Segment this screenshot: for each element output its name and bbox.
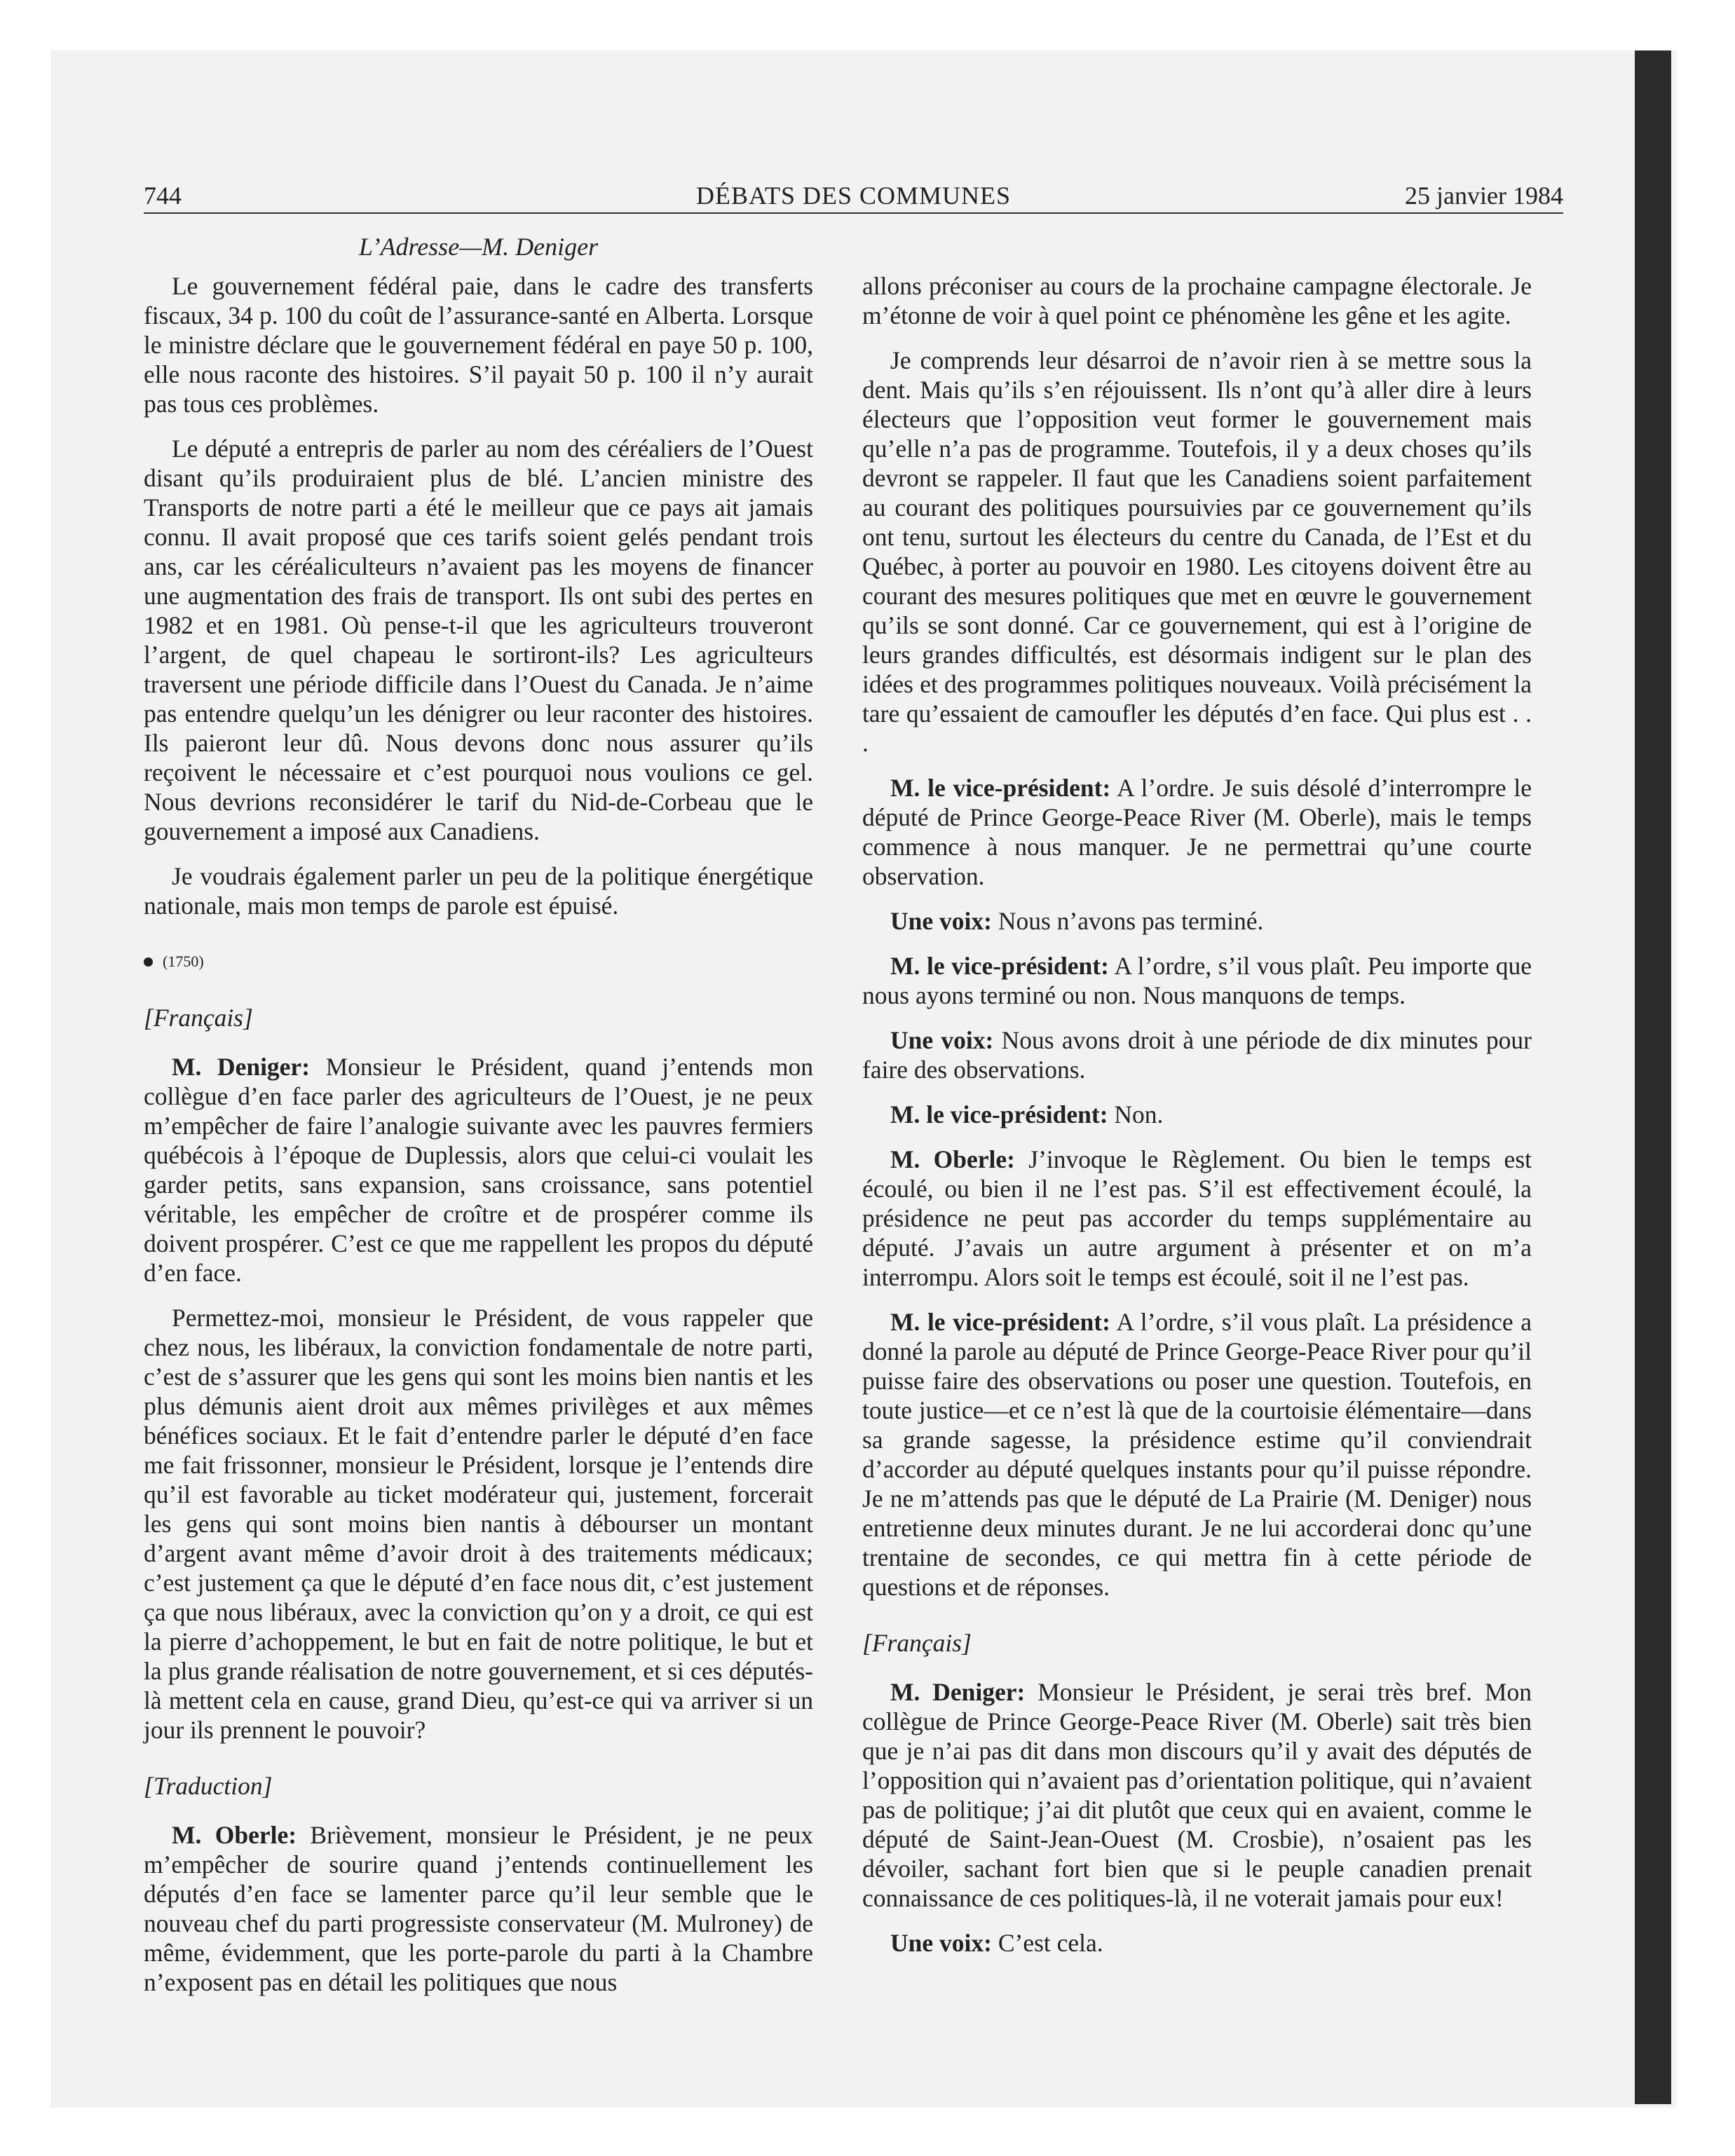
paragraph: Je comprends leur désarroi de n’avoir rien à se mettre sous la dent. Mais qu’ils s’en réjouissent. Ils n’ont qu’à aller dire à leurs électeurs que l’opposition veut former le gouvernement mais qu’elle n’a pas de programme. Toutefois, il y a deux choses qu’ils devront se rappeler. Il faut que les Canadiens soient parfaitement au courant des politiques poursuivies par ce gouvernement qu’ils ont tenu, surtout les électeurs du centre du Canada, de l’Est et du Québec, à porter au pouvoir en 1980. Les citoyens doivent être au courant des mesures politiques que met en œuvre le gouvernement qu’ils se sont donné. Car ce gouvernement, qui est à l’origine de leurs grandes difficultés, est désormais indigent sur le plan des idées et des programmes politiques nouveaux. Voilà précisément la tare qu’essaient de camoufler les députés d’en face. Qui plus est . . . [862,346,1532,757]
left-column [144,271,813,2012]
page-number: 744 [144,182,182,210]
speaker-name: M. le vice-président: [890,1308,1110,1336]
right-column [862,271,1532,1973]
speech-text: C’est cela. [991,1929,1103,1957]
scan-edge-bar [1635,50,1671,2104]
language-tag: [Français] [862,1629,972,1657]
speaker-name: M. Oberle: [172,1821,297,1849]
paragraph: allons préconiser au cours de la prochaine campagne électorale. Je m’étonne de voir à quel point ce phénomène les gêne et les agite. [862,272,1532,329]
speech-paragraph [862,906,1532,936]
page-header [144,179,1563,212]
publication-title: DÉBATS DES COMMUNES [695,182,1012,210]
language-tag: [Français] [144,1004,253,1032]
paragraph: Le député a entrepris de parler au nom des céréaliers de l’Ouest disant qu’ils produiraient plus de blé. L’ancien ministre des Transports de notre parti a été le meilleur que ce pays ait jamais connu. Il avait proposé que ces tarifs soient gelés pendant trois ans, car les céréaliculteurs n’avaient pas les moyens de financer une augmentation des frais de transport. Ils ont subi des pertes en 1982 et en 1981. Où pense-t-il que les agriculteurs trouveront l’argent, de quel chapeau le sortiront-ils? Les agriculteurs traversent une période difficile dans l’Ouest du Canada. Je n’aime pas entendre quelqu’un les dénigrer ou leur raconter des histoires. Ils paieront leur dû. Nous devons donc nous assurer qu’ils reçoivent le nécessaire et c’est pourquoi nous voulions ce gel. Nous devrions reconsidérer le tarif du Nid-de-Corbeau que le gouvernement a imposé aux Canadiens. [144,435,813,845]
speech-text: Monsieur le Président, quand j’entends mon collègue d’en face parler des agriculteurs de l’Ouest, je ne peux m’empêcher de faire l’analogie suivante avec les pauvres fermiers québécois à l’époque de Duplessis, alors que celui-ci voulait les garder petits, sans expansion, sans croissance, sans potentiel véritable, les empêcher de croître et de prospérer comme ils doivent prospérer. C’est ce que me rappellent les propos du député d’en face. [144,1053,814,1287]
speech-paragraph [862,1677,1532,1913]
speech-text: A l’ordre, s’il vous plaît. Peu importe que nous ayons terminé ou non. Nous manquons de temps. [862,952,1532,1009]
paragraph: Le gouvernement fédéral paie, dans le cadre des transferts fiscaux, 34 p. 100 du coût de l’assurance-santé en Alberta. Lorsque le ministre déclare que le gouvernement fédéral en paye 50 p. 100, elle nous raconte des histoires. S’il payait 50 p. 100 il n’y aurait pas tous ces problèmes. [144,272,813,418]
speech-paragraph [862,951,1532,1010]
speech-text: A l’ordre. Je suis désolé d’interrompre le député de Prince George-Peace River (M. Oberle), mais le temps commence à nous manquer. Je ne permettrai qu’une courte observation. [862,774,1532,890]
speech-paragraph [862,1145,1532,1292]
paragraph: Permettez-moi, monsieur le Président, de vous rappeler que chez nous, les libéraux, la conviction fondamentale de notre parti, c’est de s’assurer que les gens qui sont les moins bien nantis et les plus démunis aient droit aux mêmes privilèges et aux mêmes bénéfices sociaux. Et le fait d’entendre parler le député d’en face me fait frissonner, monsieur le Président, lorsque je l’entends dire qu’il est favorable au ticket modérateur qui, justement, forcerait les gens qui sont moins bien nantis à débourser un montant d’argent avant même d’avoir droit à des traitements médicaux; c’est justement ça que le député d’en face nous dit, c’est justement ça que nous libéraux, avec la conviction qu’on y a droit, ce qui est la pierre d’achoppement, le but en fait de notre politique, le but et la plus grande réalisation de notre gouvernement, et si ces députés-là mettent cela en cause, grand Dieu, qu’est-ce qui va arriver si un jour ils prennent le pouvoir? [144,1304,813,1744]
speech-text: J’invoque le Règlement. Ou bien le temps est écoulé, ou bien il ne l’est pas. S’il est effectivement écoulé, la présidence ne peut pas accorder du temps supplémentaire au député. J’avais un autre argument à présenter et on m’a interrompu. Alors soit le temps est écoulé, soit il ne l’est pas. [862,1145,1532,1291]
speech-text: A l’ordre, s’il vous plaît. La présidence a donné la parole au député de Prince George-Peace River pour qu’il puisse faire des observations ou poser une question. Toutefois, en toute justice—et ce n’est là que de la courtoisie élémentaire—dans sa grande sagesse, la présidence estime qu’il conviendrait d’accorder au député quelques instants pour qu’il puisse répondre. Je ne m’attends pas que le député de La Prairie (M. Deniger) nous entretienne deux minutes durant. Je ne lui accorderai donc qu’une trentaine de secondes, ce qui mettra fin à cette période de questions et de réponses. [862,1308,1532,1601]
speech-text: Nous n’avons pas terminé. [991,907,1264,935]
speech-paragraph [144,1052,813,1288]
speaker-name: M. le vice-président: [890,774,1111,802]
speech-paragraph [862,1100,1532,1129]
speech-paragraph [862,1025,1532,1084]
running-head: L’Adresse—M. Deniger [358,233,599,261]
header-rule [144,212,1563,214]
language-tag: [Traduction] [144,1772,273,1800]
speech-text: Nous avons droit à une période de dix minutes pour faire des observations. [862,1026,1532,1084]
speaker-name: Une voix: [890,907,992,935]
speech-paragraph [862,1928,1532,1958]
speaker-name: M. Oberle: [890,1145,1015,1173]
speaker-name: M. le vice-président: [890,952,1109,980]
speech-text: Brièvement, monsieur le Président, je ne peux m’empêcher de sourire quand j’entends continuellement les députés d’en face se lamenter parce qu’il leur semble que le nouveau chef du parti progressiste conservateur (M. Mulroney) de même, évidemment, que les porte-parole du parti à la Chambre n’exposent pas en détail les politiques que nous [144,1821,813,1996]
bullet-icon [144,957,153,967]
speech-text: Monsieur le Président, je serai très bref. Mon collègue de Prince George-Peace River (M. Oberle) sait très bien que je n’ai pas dit dans mon discours qu’il y avait des députés de l’opposition qui n’avaient pas d’orientation politique, qui n’avaient pas de politique; j’ai dit plutôt que ceux qui en avaient, comme le député de Saint-Jean-Ouest (M. Crosbie), n’osaient pas les dévoiler, sachant fort bien que si le peuple canadien prenait connaissance de ces politiques-là, il ne voterait jamais pour eux! [862,1678,1532,1912]
speech-text: Non. [1108,1100,1164,1128]
time-marker [144,947,813,976]
speaker-name: M. Deniger: [890,1678,1026,1706]
speaker-name: M. Deniger: [172,1053,311,1081]
page-date: 25 janvier 1984 [1405,182,1563,210]
time-marker-text: (1750) [163,953,204,970]
speech-paragraph [862,1307,1532,1602]
speaker-name: Une voix: [890,1026,994,1054]
speaker-name: Une voix: [890,1929,992,1957]
speaker-name: M. le vice-président: [890,1100,1108,1128]
paragraph: Je voudrais également parler un peu de la politique énergétique nationale, mais mon temps de parole est épuisé. [144,862,813,920]
speech-paragraph [144,1820,813,1997]
speech-paragraph [862,773,1532,891]
